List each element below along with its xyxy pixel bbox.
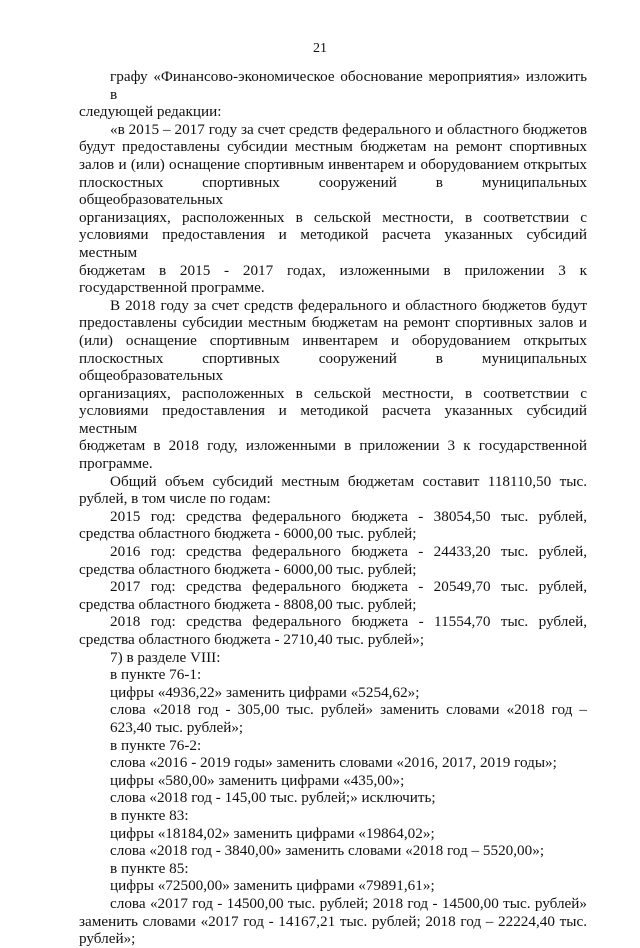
text-line: плоскостных спортивных сооружений в муниципальных общеобразовательных [79,349,587,385]
text-line: слова «2016 - 2019 годы» заменить словами «2016, 2017, 2019 годы»; [110,754,557,772]
text-line: бюджетам в 2015 - 2017 годах, изложенными в приложении 3 к [79,261,587,279]
text-line: будут предоставлены субсидии местным бюджетам на ремонт спортивных [79,138,587,156]
text-line: графу «Финансово-экономическое обоснование мероприятия» изложить в [110,68,587,103]
text-line: слова «2018 год - 305,00 тыс. рублей» заменить словами «2018 год – [110,701,587,719]
text-line: цифры «4936,22» заменить цифрами «5254,62»; [110,683,420,701]
text-line: цифры «18184,02» заменить цифрами «19864,02»; [110,824,435,842]
text-line: 7) в разделе VIII: [110,648,221,666]
text-line: в пункте 76-2: [110,736,202,754]
text-line: Общий объем субсидий местным бюджетам составит 118110,50 тыс. [110,472,587,490]
text-line: в пункте 83: [110,806,189,824]
text-line: бюджетам в 2018 году, изложенными в приложении 3 к государственной [79,437,587,455]
text-line: организациях, расположенных в сельской местности, в соответствии с [79,208,587,226]
text-line: слова «2018 год - 145,00 тыс. рублей;» исключить; [110,789,436,807]
text-line: организациях, расположенных в сельской местности, в соответствии с [79,384,587,402]
text-line: в пункте 76-1: [110,666,202,684]
text-line: программе. [79,455,153,473]
text-line: средства областного бюджета - 6000,00 тыс. рублей; [79,525,417,543]
text-line: предоставлены субсидии местным бюджетам на ремонт спортивных залов и [79,314,587,332]
text-line: залов и (или) оснащение спортивным инвентарем и оборудованием открытых [79,155,587,173]
text-line: слова «2017 год - 14500,00 тыс. рублей; 2018 год - 14500,00 тыс. рублей» [110,894,587,912]
page-number: 21 [313,41,327,56]
text-line: цифры «72500,00» заменить цифрами «79891,61»; [110,877,435,895]
text-line: 2017 год: средства федерального бюджета - 20549,70 тыс. рублей, [110,578,587,596]
text-line: 623,40 тыс. рублей»; [110,718,244,736]
text-line: условиями предоставления и методикой расчета указанных субсидий местным [79,226,587,261]
text-line: «в 2015 – 2017 году за счет средств федерального и областного бюджетов [110,120,587,138]
text-line: 2018 год: средства федерального бюджета - 11554,70 тыс. рублей, [110,613,587,631]
text-line: цифры «580,00» заменить цифрами «435,00»; [110,771,405,789]
text-line: В 2018 году за счет средств федерального и областного бюджетов будут [110,296,587,314]
text-line: условиями предоставления и методикой расчета указанных субсидий местным [79,402,587,437]
text-line: рублей, в том числе по годам: [79,490,271,508]
text-line: средства областного бюджета - 2710,40 тыс. рублей»; [79,631,425,648]
text-line: средства областного бюджета - 8808,00 тыс. рублей; [79,595,417,613]
text-line: средства областного бюджета - 6000,00 тыс. рублей; [79,560,417,578]
text-line: плоскостных спортивных сооружений в муниципальных общеобразовательных [79,173,587,209]
text-line: рублей»; [79,930,136,948]
text-line: заменить словами «2017 год - 14167,21 тыс. рублей; 2018 год – 22224,40 тыс. [79,912,587,930]
text-line: в пункте 85: [110,859,189,877]
text-line: слова «2018 год - 3840,00» заменить словами «2018 год – 5520,00»; [110,842,545,860]
text-line: 2015 год: средства федерального бюджета - 38054,50 тыс. рублей, [110,507,587,525]
document-body [79,68,587,948]
text-line: следующей редакции: [79,103,222,121]
text-line: (или) оснащение спортивным инвентарем и оборудованием открытых [79,331,587,349]
text-line: государственной программе. [79,279,265,297]
text-line: 2016 год: средства федерального бюджета - 24433,20 тыс. рублей, [110,543,587,561]
